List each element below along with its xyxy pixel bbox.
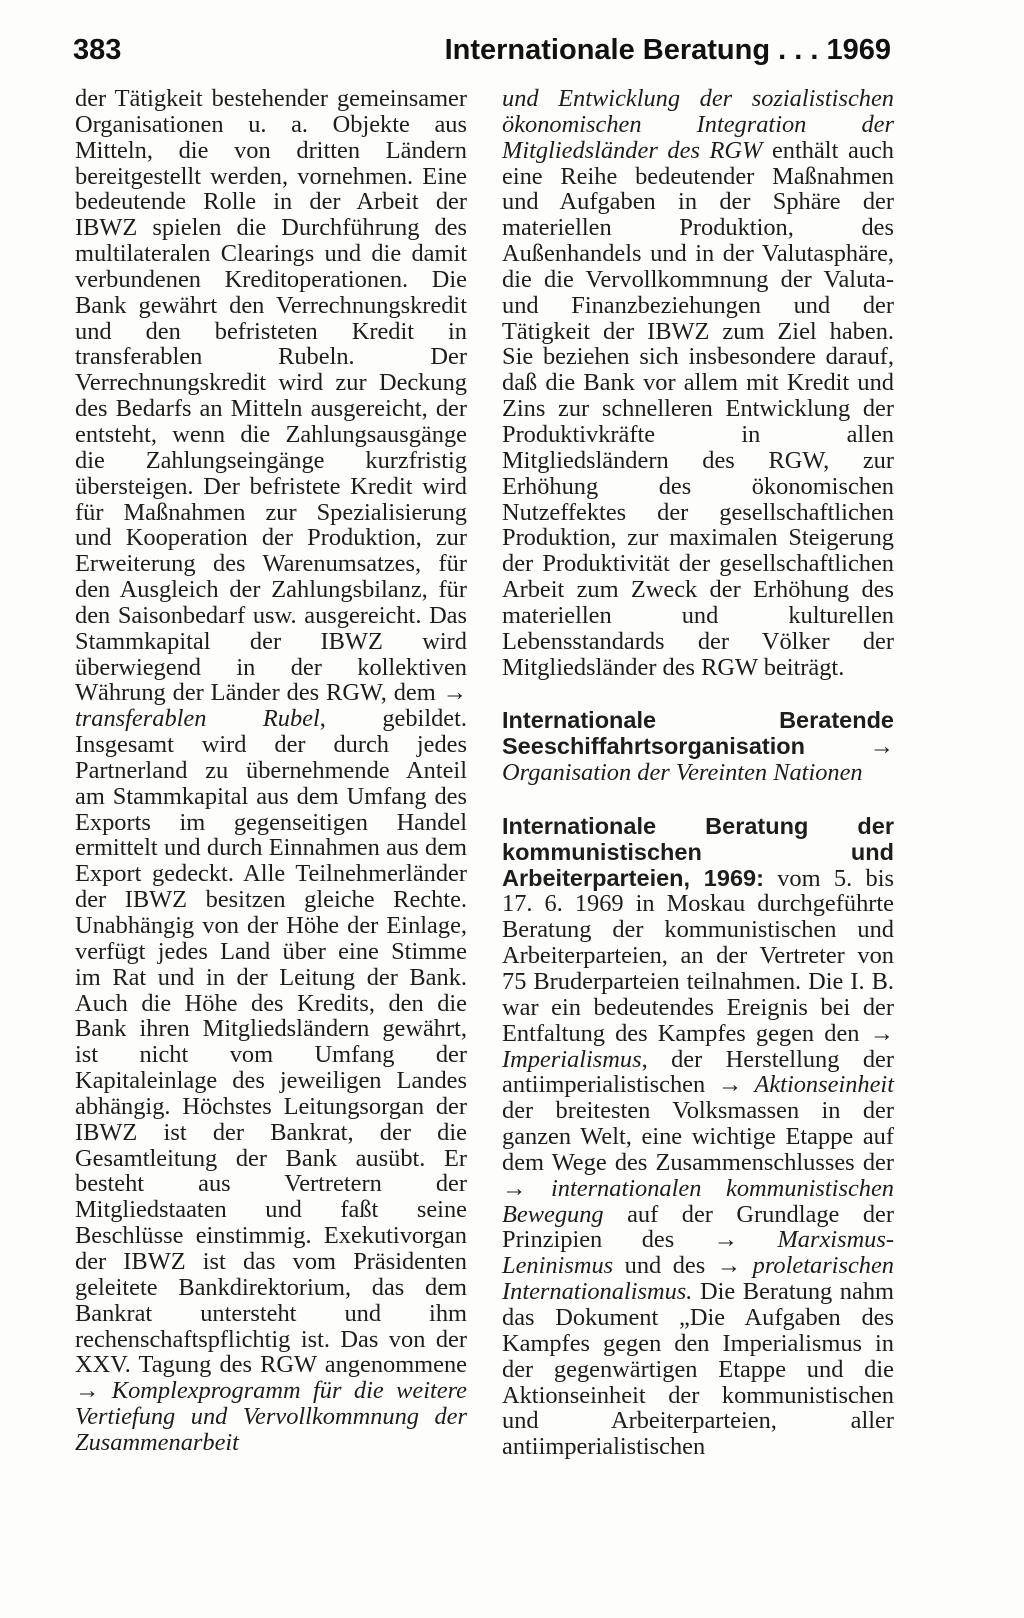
entry-seeschiffahrt bbox=[502, 708, 894, 786]
page-number: 383 bbox=[73, 34, 122, 66]
cross-reference: → Marxismus-Leninismus bbox=[502, 1226, 894, 1280]
cross-reference: → transferablen Rubel bbox=[75, 679, 467, 733]
body-text: , gebildet. Insgesamt wird der durch jedes Partnerland zu übernehmende Anteil am Stammkapital aus dem Umfang des Exports im gegenseitigen Handel ermittelt und durch Einnahmen aus dem Export gedeckt. Alle Teilnehmerländer der IBWZ besitzen gleiche Rechte. Unabhängig von der Höhe der Einlage, verfügt jedes Land über eine Stimme im Rat und in der Leitung der Bank. Auch die Höhe des Kredits, den die Bank ihren Mitgliedsländern gewährt, ist nicht vom Umfang der Kapitaleinlage des jeweiligen Landes abhängig. Höchstes Leitungsorgan der IBWZ ist der Bankrat, der die Gesamtleitung der Bank ausübt. Er besteht aus Vertretern der Mitgliedstaaten und faßt seine Beschlüsse einstimmig. Exekutivorgan der IBWZ ist das vom Präsidenten geleitete Bankdirektorium, das dem Bankrat untersteht und ihm rechenschaftspflichtig ist. Das von der XXV. Tagung des RGW angenommene bbox=[75, 705, 467, 1379]
body-text: der breitesten Volksmassen in der ganzen Welt, eine wichtige Etappe auf dem Wege des Zusammenschlusses der bbox=[502, 1097, 894, 1176]
entry-heading: Internationale Beratende Seeschiffahrtsorganisation bbox=[502, 707, 894, 760]
cross-reference: und Entwicklung der sozialistischen ökonomischen Integration der Mitgliedsländer des RGW bbox=[502, 85, 894, 164]
cross-reference: → Imperialismus bbox=[502, 1019, 894, 1073]
cross-reference: → internationalen kommunistischen Bewegung bbox=[502, 1174, 894, 1228]
body-text: und des bbox=[613, 1252, 717, 1280]
entry-heading: Internationale Beratung der kommunistischen und Arbeiterparteien, 1969: bbox=[502, 812, 894, 891]
body-text: , der Herstellung der antiimperialistischen bbox=[502, 1045, 894, 1099]
body-text: enthält auch eine Reihe bedeutender Maßnahmen und Aufgaben in der Sphäre der materiellen Produktion, des Außenhandels und in der Valutasphäre, die die Vervollkommnung der Valuta- und Finanzbeziehungen und der Tätigkeit der IBWZ zum Ziel haben. Sie beziehen sich insbesondere darauf, daß die Bank vor allem mit Kredit und Zins zur schnelleren Entwicklung der Produktivkräfte in allen Mitgliedsländern des RGW, zur Erhöhung des ökonomischen Nutzeffektes der gesellschaftlichen Produktion, zur maximalen Steigerung der Produktivität der gesellschaftlichen Arbeit zum Zweck der Erhöhung des materiellen und kulturellen Lebensstandards der Völker der Mitgliedsländer des RGW beiträgt. bbox=[502, 136, 894, 681]
cross-reference: → Aktionseinheit bbox=[717, 1071, 894, 1099]
paragraph bbox=[75, 86, 467, 1456]
cross-reference: → Organisation der Vereinten Nationen bbox=[502, 733, 894, 787]
body-text: der Tätigkeit bestehender gemeinsamer Organisationen u. a. Objekte aus Mitteln, die von dritten Ländern bereitgestellt werden, vornehmen. Eine bedeutende Rolle in der Arbeit der IBWZ spielen die Durchführung des multilateralen Clearings und die damit verbundenen Kreditoperationen. Die Bank gewährt den Verrechnungskredit und den befristeten Kredit in transferablen Rubeln. Der Verrechnungskredit wird zur Deckung des Bedarfs an Mitteln ausgereicht, der entsteht, wenn die Zahlungsausgänge die Zahlungseingänge kurzfristig übersteigen. Der befristete Kredit wird für Maßnahmen zur Spezialisierung und Kooperation der Produktion, zur Erweiterung des Warenumsatzes, für den Ausgleich der Zahlungsbilanz, für den Saisonbedarf usw. ausgereicht. Das Stammkapital der IBWZ wird überwiegend in der kollektiven Währung der Länder des RGW, dem bbox=[75, 85, 467, 707]
entry-beratung-1969 bbox=[502, 814, 894, 1460]
cross-reference: → Komplexprogramm für die weitere Vertiefung und Vervollkommnung der Zusammenarbeit bbox=[75, 1377, 467, 1456]
body-text: Die Beratung nahm das Dokument „Die Aufgaben des Kampfes gegen den Imperialismus in der gegenwärtigen Etappe und die Aktionseinheit der kommunistischen und Arbeiterparteien, aller antiimperialistischen bbox=[502, 1278, 894, 1461]
running-title: Internationale Beratung . . . 1969 bbox=[444, 34, 891, 66]
body-text: auf der Grundlage der Prinzipien des bbox=[502, 1200, 894, 1254]
right-column bbox=[502, 86, 894, 1460]
body-text: vom 5. bis 17. 6. 1969 in Moskau durchgeführte Beratung der kommunistischen und Arbeiterparteien, an der Vertreter von 75 Bruderparteien teilnahmen. Die I. B. war ein bedeutendes Ereignis bei der Entfaltung des Kampfes gegen den bbox=[502, 864, 894, 1047]
cross-reference: → proletarischen Internationalismus. bbox=[502, 1252, 894, 1306]
left-column bbox=[75, 86, 467, 1456]
paragraph bbox=[502, 86, 894, 680]
